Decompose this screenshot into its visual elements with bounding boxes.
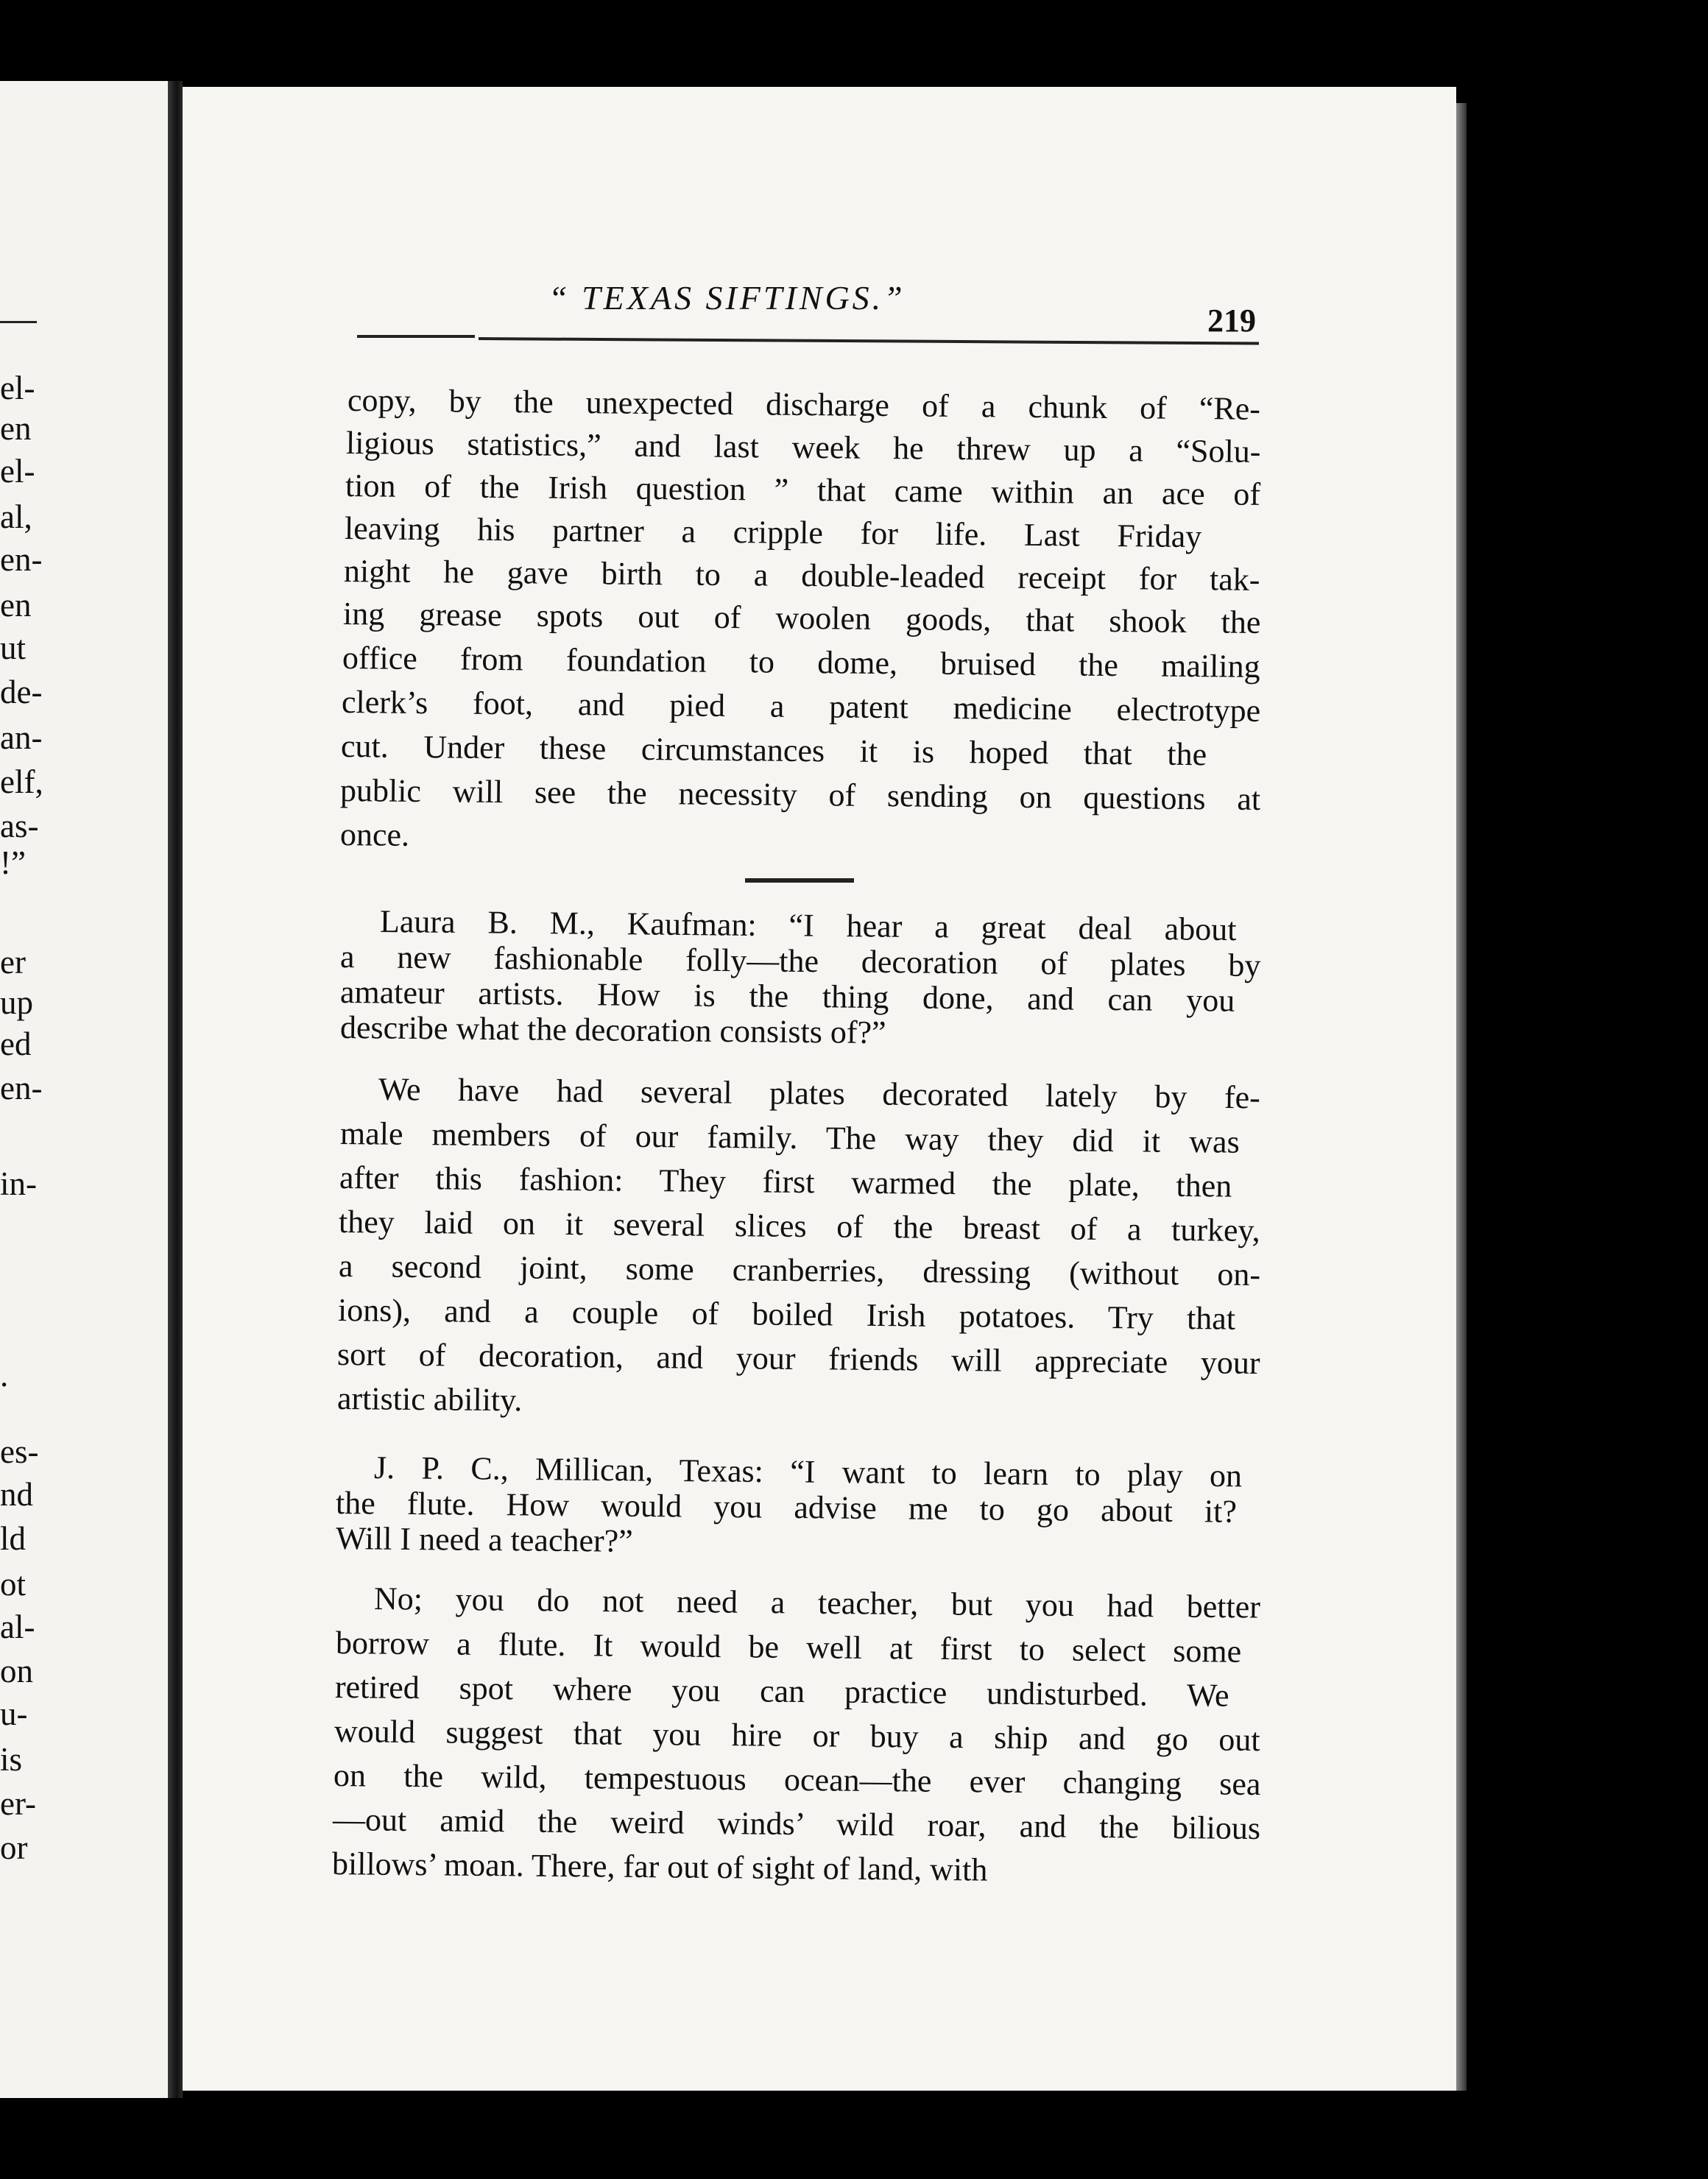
body-line: sort of decoration, and your friends will appreciate your xyxy=(336,1336,1260,1382)
body-line: We have had several plates decorated lately by fe- xyxy=(378,1071,1261,1116)
previous-page-text-fragment: el- xyxy=(0,453,35,490)
previous-page-text-fragment: as- xyxy=(0,808,39,844)
body-line: cut. Under these circumstances it is hoped that the xyxy=(340,728,1207,773)
page-edge-shadow xyxy=(1456,103,1467,2091)
previous-page-text-fragment: el- xyxy=(0,370,35,406)
previous-page-text-fragment: de- xyxy=(0,674,43,710)
section-separator xyxy=(745,878,854,883)
body-line: night he gave birth to a double-leaded receipt for tak- xyxy=(343,553,1260,598)
previous-page-text-fragment: ot xyxy=(0,1566,27,1603)
body-line: retired spot where you can practice undisturbed. We xyxy=(334,1669,1229,1714)
book-gutter xyxy=(168,81,183,2098)
body-line: on the wild, tempestuous ocean—the ever changing sea xyxy=(333,1757,1261,1803)
body-line: male members of our family. The way they did it was xyxy=(339,1115,1240,1160)
body-line: after this fashion: They first warmed the plate, then xyxy=(339,1159,1232,1204)
body-line: ing grease spots out of woolen goods, that shook the xyxy=(342,596,1261,640)
previous-page-rule xyxy=(0,321,37,323)
body-line: public will see the necessity of sending on questions at xyxy=(339,772,1261,817)
question-line: describe what the decoration consists of?” xyxy=(339,1009,886,1051)
previous-page-text-fragment: en- xyxy=(0,1070,43,1106)
header-rule-left xyxy=(357,335,475,338)
previous-page-text-fragment: !” xyxy=(0,844,26,881)
question-line: J. P. C., Millican, Texas: “I want to learn to play on xyxy=(373,1449,1243,1494)
body-line: would suggest that you hire or buy a ship and go out xyxy=(334,1713,1260,1759)
question-line: Laura B. M., Kaufman: “I hear a great deal about xyxy=(379,903,1237,948)
previous-page-text-fragment: on xyxy=(0,1653,33,1689)
body-line: they laid on it several slices of the breast of a turkey, xyxy=(338,1204,1260,1249)
previous-page-text-fragment: ld xyxy=(0,1520,27,1557)
body-line: copy, by the unexpected discharge of a chunk of “Re- xyxy=(347,382,1261,427)
previous-page-text-fragment: er- xyxy=(0,1785,37,1822)
previous-page-text-fragment: or xyxy=(0,1829,28,1866)
previous-page-text-fragment: er xyxy=(0,944,26,981)
previous-page-text-fragment: al, xyxy=(0,498,32,535)
previous-page-text-fragment: ut xyxy=(0,629,27,666)
body-line: borrow a flute. It would be well at first to select some xyxy=(335,1625,1242,1670)
previous-page-text-fragment: is xyxy=(0,1741,23,1778)
previous-page-text-fragment: up xyxy=(0,984,33,1021)
previous-page-text-fragment: ed xyxy=(0,1025,32,1062)
page-number: 219 xyxy=(1207,303,1256,339)
previous-page-text-fragment: al- xyxy=(0,1608,35,1645)
previous-page-text-fragment: en xyxy=(0,587,32,624)
question-line: the flute. How would you advise me to go about it? xyxy=(335,1485,1238,1530)
body-line: billows’ moan. There, far out of sight of land, with xyxy=(331,1846,988,1888)
previous-page-text-fragment: an- xyxy=(0,719,43,756)
body-line: ions), and a couple of boiled Irish potatoes. Try that xyxy=(337,1292,1236,1337)
previous-page-text-fragment: es- xyxy=(0,1433,39,1470)
body-line: artistic ability. xyxy=(336,1380,523,1419)
previous-page-text-fragment: . xyxy=(0,1357,9,1394)
previous-page-text-fragment: en- xyxy=(0,541,43,578)
running-title: “ TEXAS SIFTINGS.” xyxy=(548,279,906,317)
previous-page-text-fragment: in- xyxy=(0,1165,37,1202)
body-line: office from foundation to dome, bruised the mailing xyxy=(342,640,1260,685)
body-line: leaving his partner a cripple for life. Last Friday xyxy=(344,510,1202,555)
previous-page-text-fragment: en xyxy=(0,410,32,447)
body-line: —out amid the weird winds’ wild roar, and the bilious xyxy=(332,1801,1261,1847)
body-line: tion of the Irish question ” that came within an ace of xyxy=(345,467,1261,512)
body-line: ligious statistics,” and last week he threw up a “Solu- xyxy=(345,425,1261,470)
question-line: a new fashionable folly—the decoration of plates by xyxy=(339,939,1261,984)
body-line: a second joint, some cranberries, dressing (without on- xyxy=(338,1248,1261,1293)
question-line: amateur artists. How is the thing done, and can you xyxy=(339,974,1235,1019)
body-line: No; you do not need a teacher, but you had better xyxy=(373,1581,1261,1625)
previous-page-text-fragment: elf, xyxy=(0,763,43,800)
body-line: clerk’s foot, and pied a patent medicine electrotype xyxy=(341,684,1261,729)
previous-page-edge xyxy=(0,81,168,2098)
previous-page-text-fragment: u- xyxy=(0,1695,28,1732)
question-line: Will I need a teacher?” xyxy=(335,1520,633,1559)
body-line: once. xyxy=(339,816,410,853)
previous-page-text-fragment: nd xyxy=(0,1476,33,1513)
